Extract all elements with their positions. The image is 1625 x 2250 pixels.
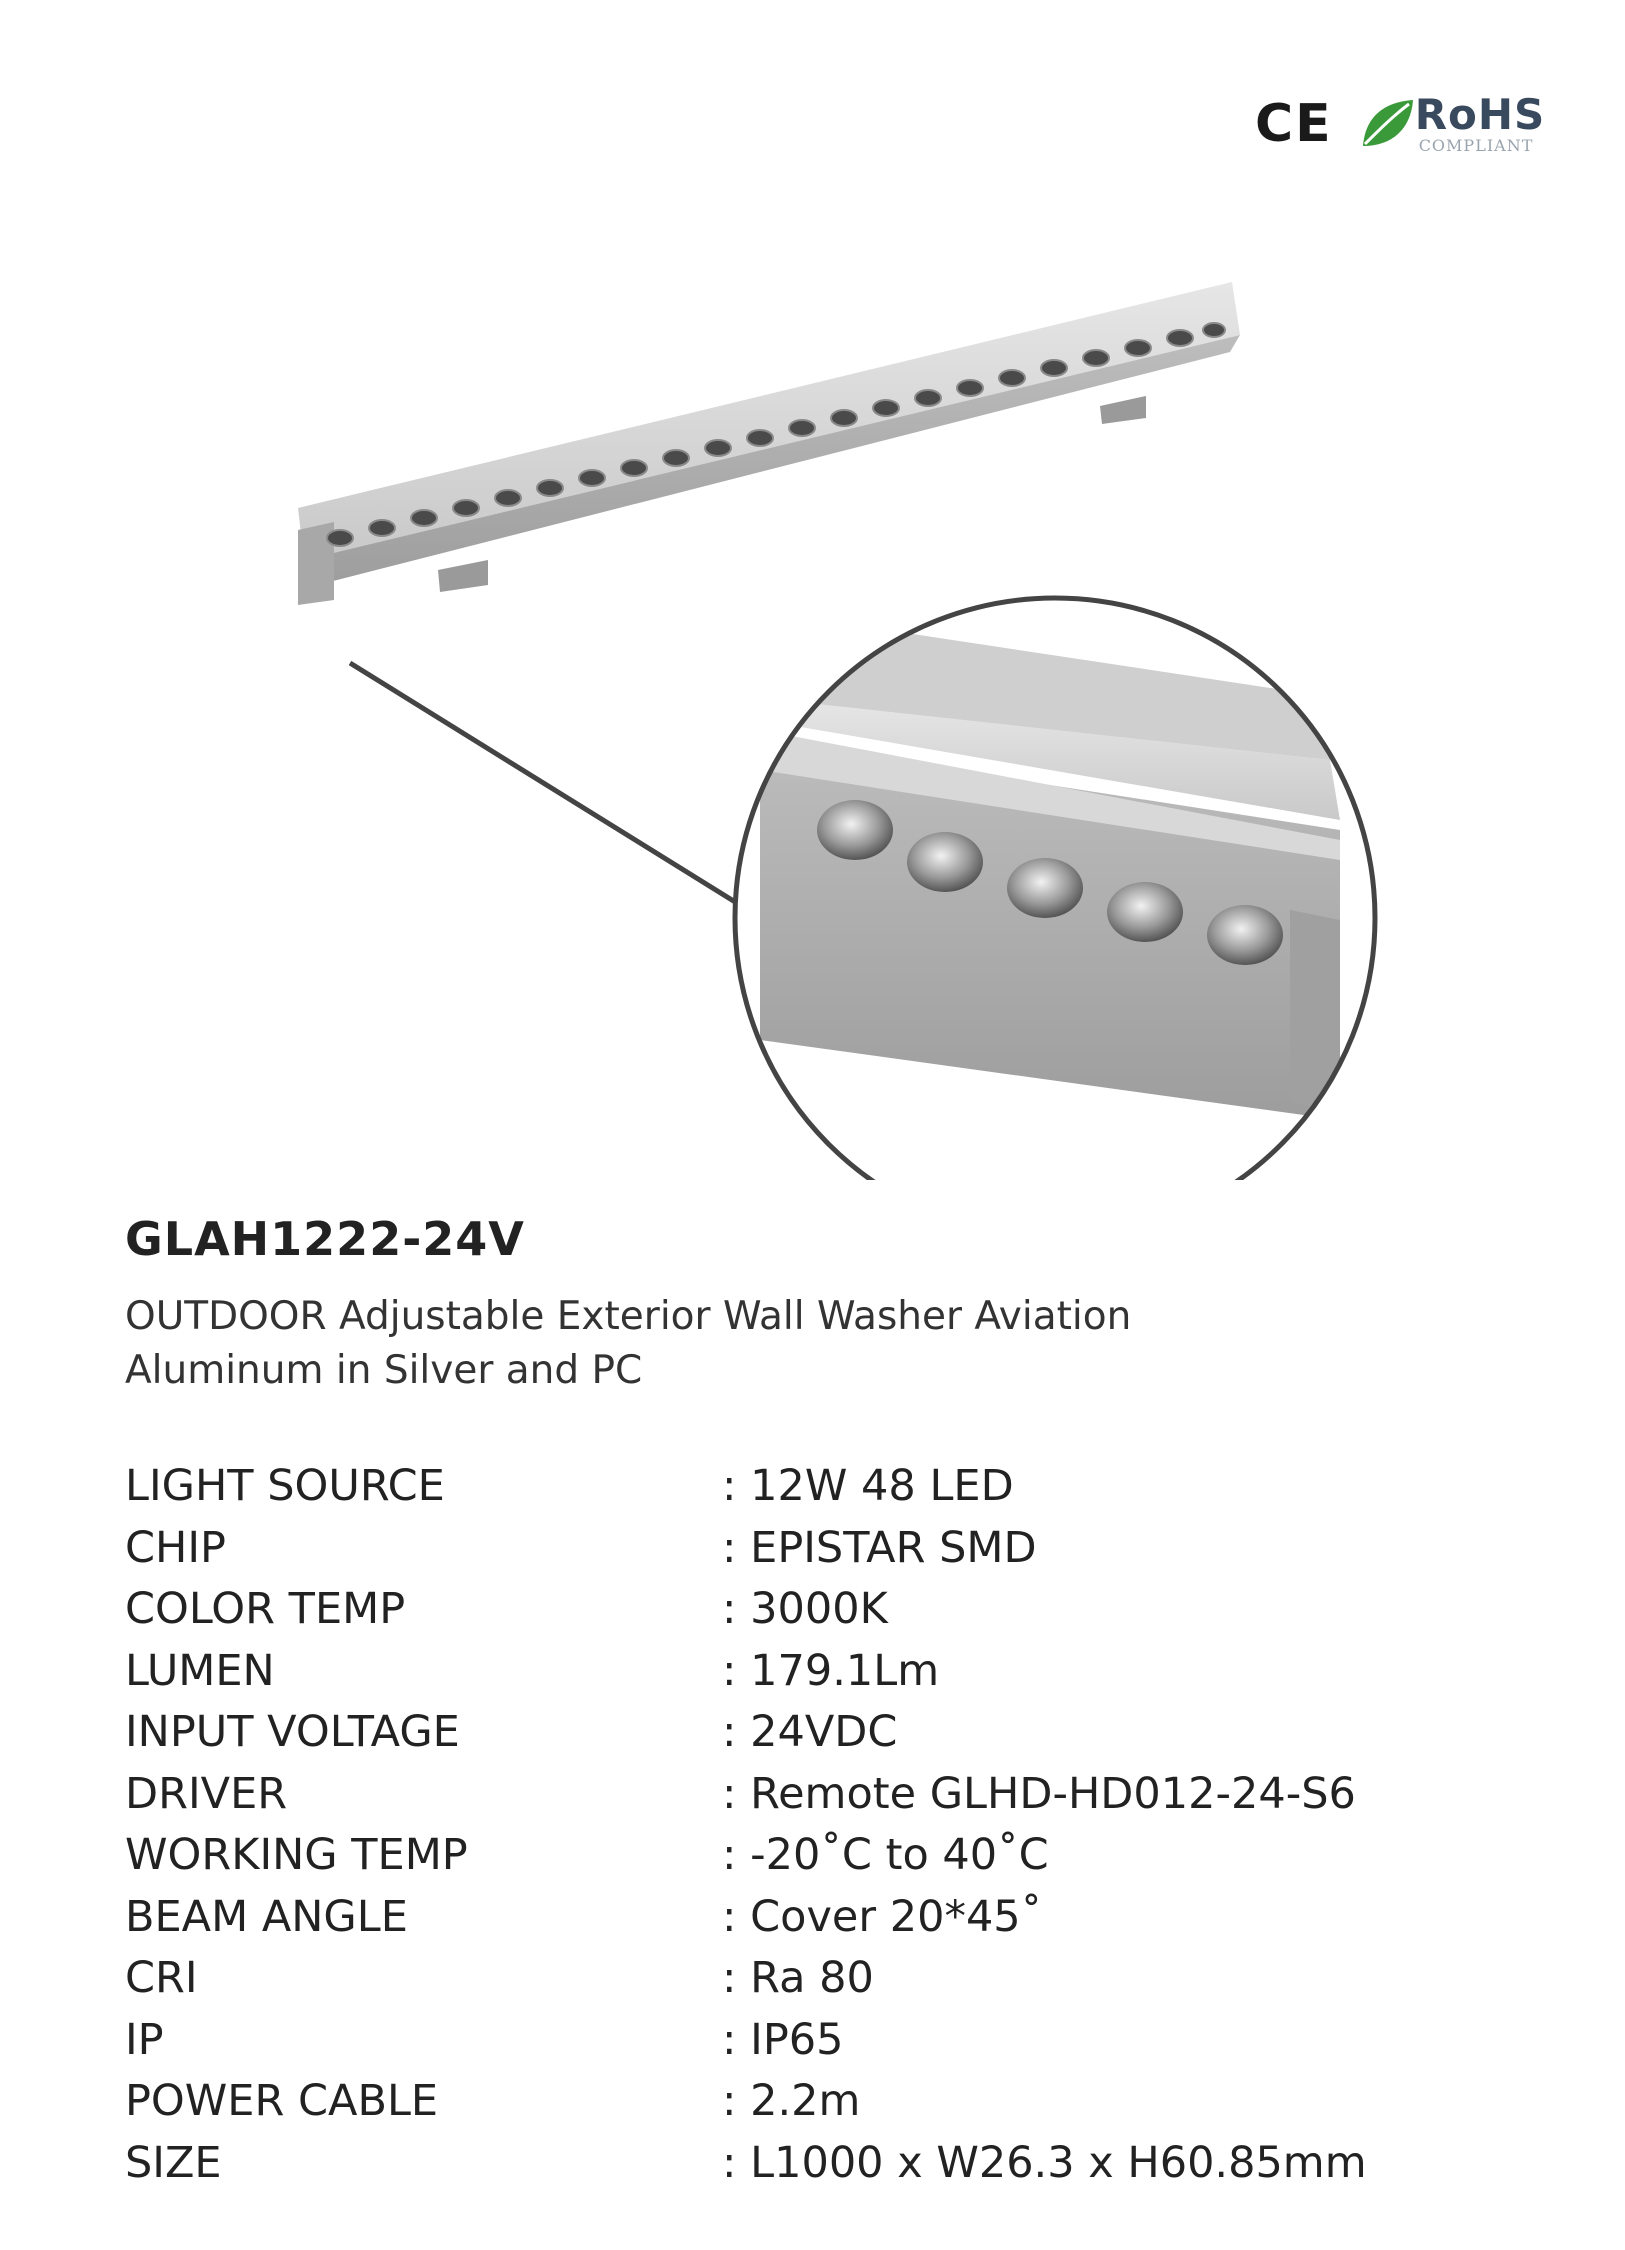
spec-value: : 24VDC [722, 1702, 897, 1764]
callout-line [350, 663, 740, 905]
spec-row-light-source [125, 1456, 1525, 1518]
wall-washer-bar [298, 282, 1240, 605]
spec-value: : L1000 x W26.3 x H60.85mm [722, 2133, 1367, 2195]
spec-value: : 12W 48 LED [722, 1456, 1014, 1518]
product-code: GLAH1222-24V [125, 1212, 525, 1266]
ce-mark: CE [1255, 94, 1333, 154]
spec-row-color-temp [125, 1579, 1525, 1641]
spec-label: SIZE [125, 2137, 222, 2188]
spec-label: WORKING TEMP [125, 1830, 468, 1880]
spec-row-cri [125, 1948, 1525, 2010]
spec-value: : 179.1Lm [722, 1641, 939, 1703]
spec-label: CRI [125, 1953, 198, 2003]
zoom-detail [700, 560, 1420, 1180]
spec-value: : IP65 [722, 2010, 843, 2072]
rohs-label: RoHS [1414, 90, 1546, 139]
spec-value: : -20˚C to 40˚C [722, 1825, 1049, 1887]
spec-row-power-cable [125, 2071, 1525, 2133]
spec-row-lumen [125, 1641, 1525, 1703]
spec-label: IP [125, 2014, 164, 2065]
spec-value: : Ra 80 [722, 1948, 874, 2010]
product-description [125, 1290, 1325, 1398]
spec-row-working-temp [125, 1825, 1525, 1887]
spec-label: CHIP [125, 1522, 226, 1573]
spec-label: BEAM ANGLE [125, 1891, 408, 1942]
spec-label: DRIVER [125, 1768, 288, 1819]
spec-label: LUMEN [125, 1645, 275, 1696]
spec-value: : Remote GLHD-HD012-24-S6 [722, 1764, 1356, 1826]
spec-label: LIGHT SOURCE [125, 1461, 445, 1511]
rohs-subtitle: COMPLIANT [1418, 136, 1534, 155]
spec-row-chip [125, 1518, 1525, 1580]
spec-row-input-voltage [125, 1702, 1525, 1764]
spec-row-ip [125, 2010, 1525, 2072]
spec-value: : EPISTAR SMD [722, 1518, 1037, 1580]
spec-label: INPUT VOLTAGE [125, 1707, 460, 1757]
spec-value: : 3000K [722, 1579, 888, 1641]
spec-value: : 2.2m [722, 2071, 860, 2133]
spec-table [125, 1456, 1525, 2194]
spec-label: POWER CABLE [125, 2076, 439, 2126]
spec-value: : Cover 20*45˚ [722, 1887, 1042, 1949]
description-line: Aluminum in Silver and PC [125, 1348, 643, 1393]
spec-row-driver [125, 1764, 1525, 1826]
spec-row-size [125, 2133, 1525, 2195]
spec-row-beam-angle [125, 1887, 1525, 1949]
description-line: OUTDOOR Adjustable Exterior Wall Washer Aviation [125, 1294, 1132, 1339]
spec-label: COLOR TEMP [125, 1584, 406, 1634]
